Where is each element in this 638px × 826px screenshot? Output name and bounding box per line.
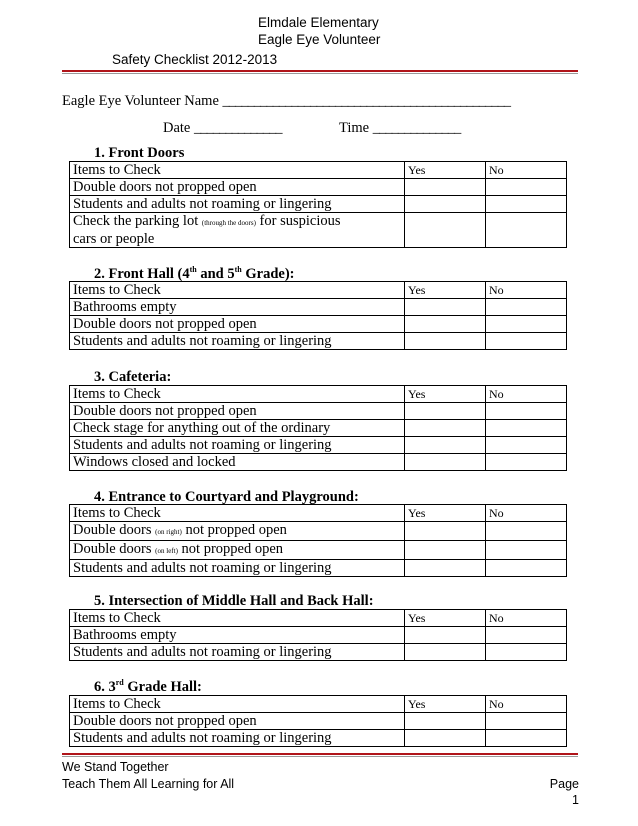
table-row [70,316,567,333]
yes-header: Yes [405,696,486,713]
no-cell[interactable] [486,437,567,454]
table-row [70,644,567,661]
header-red-rule [62,70,578,72]
no-header: No [486,610,567,627]
no-cell[interactable] [486,541,567,560]
no-header: No [486,282,567,299]
header-grey-rule [62,73,578,74]
time-blank[interactable]: ______________ [372,120,461,136]
check-item-text: cars or people [73,231,155,247]
table-row [70,196,567,213]
no-header: No [486,505,567,522]
table-row [70,730,567,747]
check-item-text: not propped open [185,522,287,538]
section-title-cafeteria: 3. Cafeteria: [94,369,172,385]
check-item-text: Check the parking lot [73,213,199,229]
no-cell[interactable] [486,522,567,541]
section-title-courtyard: 4. Entrance to Courtyard and Playground: [94,489,359,505]
yes-cell[interactable] [405,316,486,333]
table-row [70,403,567,420]
check-item: Students and adults not roaming or lingering [70,644,405,661]
check-item-note: (on right) [155,528,182,536]
yes-cell[interactable] [405,179,486,196]
yes-cell[interactable] [405,541,486,560]
check-item: Students and adults not roaming or lingering [70,730,405,747]
table-header-row [70,696,567,713]
table-row [70,713,567,730]
no-header: No [486,696,567,713]
volunteer-name-label: Eagle Eye Volunteer Name [62,93,219,109]
section-title-intersection: 5. Intersection of Middle Hall and Back Hall: [94,593,374,609]
date-blank[interactable]: ______________ [194,120,282,136]
check-item-text: Double doors [73,522,152,538]
yes-header: Yes [405,610,486,627]
yes-cell[interactable] [405,644,486,661]
yes-cell[interactable] [405,196,486,213]
yes-cell[interactable] [405,437,486,454]
no-header: No [486,386,567,403]
check-item: Bathrooms empty [70,627,405,644]
check-item: Double doors not propped open [70,179,405,196]
no-cell[interactable] [486,316,567,333]
check-item: Windows closed and locked [70,454,405,471]
footer-motto-2: Teach Them All Learning for All [62,777,235,791]
time-label: Time [339,120,370,136]
checklist-table-courtyard [69,504,567,577]
check-item-text: not propped open [181,541,284,557]
checklist-table-intersection [69,609,567,661]
items-header: Items to Check [70,505,405,522]
no-cell[interactable] [486,213,567,248]
date-label: Date [163,120,191,136]
check-item: Students and adults not roaming or lingering [70,196,405,213]
no-cell[interactable] [486,560,567,577]
title-superscript: rd [115,678,124,688]
table-row [70,213,567,248]
yes-cell[interactable] [405,560,486,577]
no-cell[interactable] [486,403,567,420]
check-item: Double doors not propped open [70,713,405,730]
section-title-front-doors: 1. Front Doors [94,145,185,161]
table-header-row [70,282,567,299]
table-row [70,454,567,471]
check-item: Double doors not propped open [70,403,405,420]
check-item [70,541,405,560]
footer-red-rule [62,753,578,755]
volunteer-name-blank[interactable]: ______________________________________________ [222,93,511,109]
no-cell[interactable] [486,196,567,213]
page-number: Page 1 [549,777,579,807]
table-row [70,541,567,560]
check-item: Bathrooms empty [70,299,405,316]
yes-cell[interactable] [405,454,486,471]
yes-cell[interactable] [405,420,486,437]
checklist-table-cafeteria [69,385,567,471]
checklist-title: Safety Checklist 2012-2013 [112,52,278,67]
yes-header: Yes [405,282,486,299]
table-row [70,627,567,644]
yes-header: Yes [405,505,486,522]
title-part: 6. 3 [94,679,116,695]
title-part: Grade): [241,266,295,282]
items-header: Items to Check [70,162,405,179]
yes-cell[interactable] [405,213,486,248]
yes-cell[interactable] [405,333,486,350]
check-item-note: (on left) [155,547,178,555]
no-cell[interactable] [486,333,567,350]
table-header-row [70,386,567,403]
table-row [70,560,567,577]
no-cell[interactable] [486,179,567,196]
time-field[interactable] [339,120,460,136]
program-name: Eagle Eye Volunteer [258,32,381,47]
no-cell[interactable] [486,730,567,747]
table-row [70,179,567,196]
check-item-text: for suspicious [259,213,341,229]
checklist-table-third-grade-hall [69,695,567,747]
title-superscript: th [189,265,197,275]
footer-grey-rule [62,756,578,757]
yes-cell[interactable] [405,730,486,747]
no-cell[interactable] [486,299,567,316]
yes-cell[interactable] [405,522,486,541]
no-cell[interactable] [486,627,567,644]
title-superscript: th [234,265,242,275]
no-cell[interactable] [486,644,567,661]
table-header-row [70,505,567,522]
title-part: and 5 [196,266,235,282]
table-header-row [70,610,567,627]
yes-header: Yes [405,386,486,403]
yes-cell[interactable] [405,403,486,420]
section-title-third-grade-hall [94,679,202,695]
check-item: Students and adults not roaming or lingering [70,437,405,454]
check-item [70,522,405,541]
yes-header: Yes [405,162,486,179]
table-row [70,420,567,437]
volunteer-name-field[interactable] [62,93,510,109]
check-item [70,213,405,248]
table-row [70,437,567,454]
table-row [70,522,567,541]
yes-cell[interactable] [405,627,486,644]
check-item: Double doors not propped open [70,316,405,333]
table-row [70,333,567,350]
title-part: Grade Hall: [123,679,202,695]
no-cell[interactable] [486,454,567,471]
date-field[interactable] [163,120,282,136]
checklist-table-front-hall [69,281,567,350]
title-part: 2. Front Hall (4 [94,266,190,282]
no-cell[interactable] [486,713,567,730]
check-item: Check stage for anything out of the ordinary [70,420,405,437]
no-cell[interactable] [486,420,567,437]
check-item-note: (through the doors) [201,219,256,227]
yes-cell[interactable] [405,713,486,730]
school-name: Elmdale Elementary [258,15,379,30]
items-header: Items to Check [70,696,405,713]
footer-motto-1: We Stand Together [62,760,169,774]
yes-cell[interactable] [405,299,486,316]
checklist-table-front-doors [69,161,567,248]
table-row [70,299,567,316]
items-header: Items to Check [70,282,405,299]
section-title-front-hall [94,266,294,282]
items-header: Items to Check [70,386,405,403]
check-item-text: Double doors [73,541,152,557]
table-header-row [70,162,567,179]
check-item: Students and adults not roaming or lingering [70,333,405,350]
no-header: No [486,162,567,179]
items-header: Items to Check [70,610,405,627]
check-item: Students and adults not roaming or lingering [70,560,405,577]
